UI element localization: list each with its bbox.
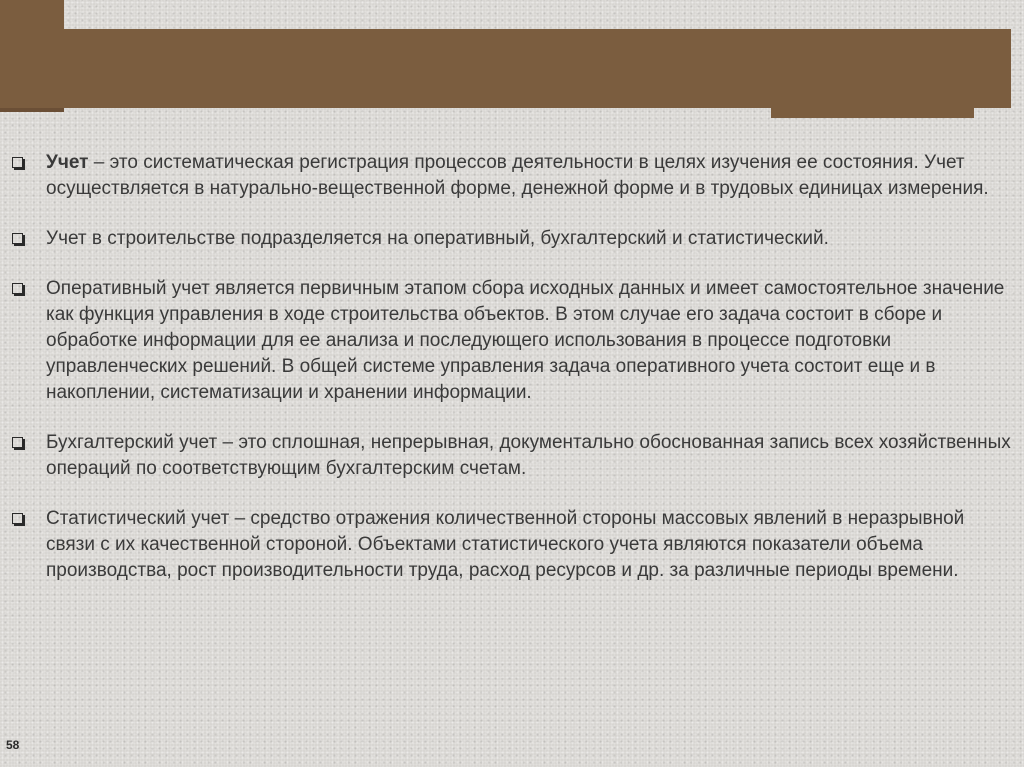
title-bar-accent (0, 0, 64, 29)
checkbox-bullet-icon (12, 283, 23, 294)
checkbox-bullet-icon (12, 157, 23, 168)
bullet-term: Учет (46, 152, 89, 173)
checkbox-bullet-icon (12, 233, 23, 244)
bullet-item-bookkeeping (12, 430, 1012, 482)
title-bar (0, 29, 1011, 108)
bullet-item-statistical-accounting (12, 506, 1012, 584)
bullet-list (12, 150, 1012, 608)
bullet-item-accounting-definition (12, 150, 1012, 202)
bullet-text: Статистический учет – средство отражения количественной стороны массовых явлений в неразрывной связи с их качественной стороной. Объектами статистического учета являются показатели объема производства, рост производительности труда, расход ресурсов и др. за различные периоды времени. (46, 508, 965, 581)
bullet-text: Оперативный учет является первичным этапом сбора исходных данных и имеет самостоятельное значение как функция управления в ходе строительства объектов. В этом случае его задача состоит в сборе и обработке информации для ее анализа и последующего использования в процессе подготовки управленческих решений. В общей системе управления задача оперативного учета состоит еще и в накоплении, систематизации и хранении информации. (46, 278, 1005, 403)
bullet-text: Бухгалтерский учет – это сплошная, непрерывная, документально обоснованная запись всех хозяйственных операций по соответствующим бухгалтерским счетам. (46, 432, 1011, 479)
page-number: 58 (6, 738, 20, 752)
bullet-text: Учет в строительстве подразделяется на оперативный, бухгалтерский и статистический. (46, 228, 829, 249)
checkbox-bullet-icon (12, 437, 23, 448)
title-bar-right-line (771, 108, 974, 118)
bullet-item-operational-accounting (12, 276, 1012, 406)
bullet-item-accounting-types (12, 226, 1012, 252)
title-bar-left-line (0, 108, 64, 112)
bullet-text: – это систематическая регистрация процессов деятельности в целях изучения ее состояния. Учет осуществляется в натурально-вещественной форме, денежной форме и в трудовых единицах измерения. (46, 152, 989, 199)
checkbox-bullet-icon (12, 513, 23, 524)
